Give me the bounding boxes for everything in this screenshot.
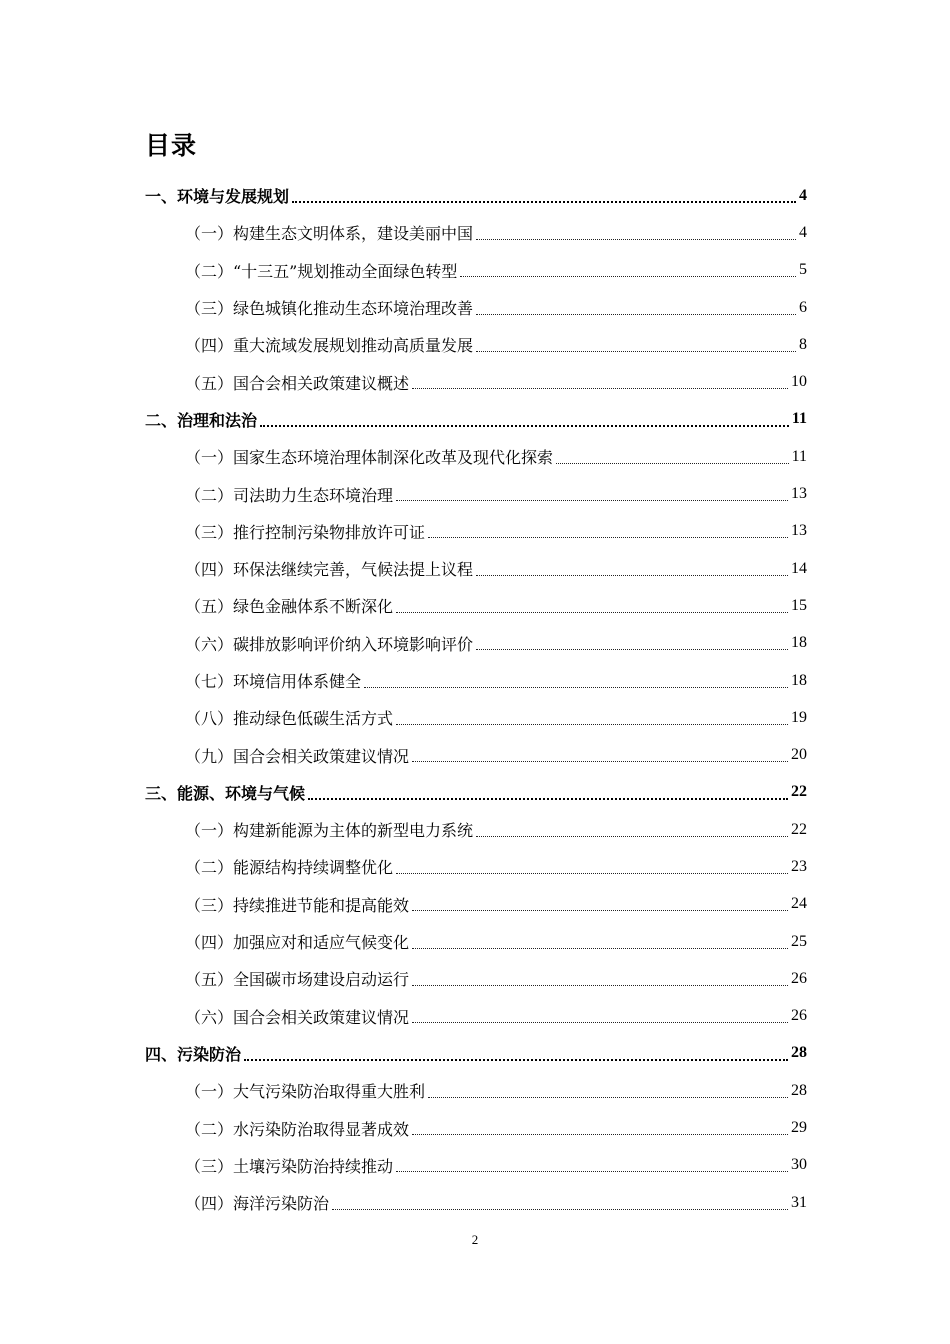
toc-entry-page: 22 — [791, 783, 807, 801]
dot-leader — [428, 536, 788, 538]
dot-leader — [412, 387, 788, 389]
dot-leader — [260, 424, 789, 427]
toc-entry-page: 26 — [791, 1007, 807, 1025]
toc-subsection-entry[interactable] — [145, 326, 807, 363]
dot-leader — [476, 574, 788, 576]
toc-subsection-entry[interactable] — [145, 550, 807, 587]
toc-subsection-entry[interactable] — [145, 923, 807, 960]
dot-leader — [476, 648, 788, 650]
toc-entry-page: 31 — [791, 1193, 807, 1211]
page-title: 目录 — [145, 131, 198, 160]
toc-entry-title: （四）海洋污染防治 — [185, 1194, 330, 1214]
dot-leader — [396, 872, 788, 874]
table-of-contents — [145, 177, 807, 1221]
dot-leader — [292, 200, 796, 203]
dot-leader — [412, 947, 788, 949]
dot-leader — [396, 611, 788, 613]
dot-leader — [460, 275, 796, 277]
toc-entry-page: 11 — [791, 447, 807, 465]
dot-leader — [412, 909, 788, 911]
toc-subsection-entry[interactable] — [145, 848, 807, 885]
toc-entry-title: （三）绿色城镇化推动生态环境治理改善 — [185, 299, 474, 319]
toc-subsection-entry[interactable] — [145, 438, 807, 475]
toc-entry-title: 一、环境与发展规划 — [145, 187, 290, 207]
toc-entry-page: 5 — [799, 261, 807, 279]
toc-entry-title: （五）国合会相关政策建议概述 — [185, 373, 410, 393]
dot-leader — [332, 1208, 788, 1210]
toc-subsection-entry[interactable] — [145, 289, 807, 326]
dot-leader — [476, 350, 796, 352]
toc-entry-title: （四）环保法继续完善，气候法提上议程 — [185, 560, 474, 580]
toc-subsection-entry[interactable] — [145, 960, 807, 997]
toc-entry-page: 4 — [799, 186, 807, 204]
toc-entry-title: 四、污染防治 — [145, 1044, 242, 1064]
toc-entry-page: 18 — [791, 634, 807, 652]
toc-entry-title: （一）大气污染防治取得重大胜利 — [185, 1082, 426, 1102]
dot-leader — [476, 238, 796, 240]
toc-subsection-entry[interactable] — [145, 475, 807, 512]
toc-subsection-entry[interactable] — [145, 214, 807, 251]
toc-subsection-entry[interactable] — [145, 513, 807, 550]
toc-entry-page: 18 — [791, 671, 807, 689]
toc-section-entry[interactable] — [145, 774, 807, 811]
toc-entry-title: （九）国合会相关政策建议情况 — [185, 746, 410, 766]
toc-subsection-entry[interactable] — [145, 1147, 807, 1184]
toc-subsection-entry[interactable] — [145, 252, 807, 289]
toc-subsection-entry[interactable] — [145, 587, 807, 624]
toc-entry-title: （四）重大流域发展规划推动高质量发展 — [185, 336, 474, 356]
dot-leader — [556, 462, 789, 464]
toc-entry-page: 6 — [799, 298, 807, 316]
toc-entry-title: 二、治理和法治 — [145, 410, 258, 430]
toc-subsection-entry[interactable] — [145, 363, 807, 400]
toc-section-entry[interactable] — [145, 177, 807, 214]
toc-subsection-entry[interactable] — [145, 1109, 807, 1146]
toc-subsection-entry[interactable] — [145, 699, 807, 736]
dot-leader — [396, 723, 788, 725]
dot-leader — [412, 1133, 788, 1135]
toc-subsection-entry[interactable] — [145, 1184, 807, 1221]
toc-entry-page: 19 — [791, 708, 807, 726]
toc-entry-title: （六）碳排放影响评价纳入环境影响评价 — [185, 634, 474, 654]
dot-leader — [244, 1058, 788, 1061]
toc-entry-page: 10 — [791, 373, 807, 391]
dot-leader — [476, 313, 796, 315]
dot-leader — [476, 835, 788, 837]
toc-subsection-entry[interactable] — [145, 811, 807, 848]
toc-subsection-entry[interactable] — [145, 625, 807, 662]
toc-entry-page: 20 — [791, 746, 807, 764]
toc-entry-title: （八）推动绿色低碳生活方式 — [185, 709, 394, 729]
toc-entry-page: 22 — [791, 820, 807, 838]
toc-entry-title: （二）“十三五”规划推动全面绿色转型 — [185, 261, 458, 281]
dot-leader — [396, 499, 788, 501]
toc-entry-page: 13 — [791, 485, 807, 503]
toc-subsection-entry[interactable] — [145, 736, 807, 773]
toc-entry-page: 14 — [791, 559, 807, 577]
toc-subsection-entry[interactable] — [145, 1072, 807, 1109]
toc-entry-title: 三、能源、环境与气候 — [145, 783, 306, 803]
toc-entry-title: （五）绿色金融体系不断深化 — [185, 597, 394, 617]
page-number: 2 — [471, 1232, 479, 1247]
toc-subsection-entry[interactable] — [145, 998, 807, 1035]
toc-entry-page: 25 — [791, 932, 807, 950]
dot-leader — [412, 1021, 788, 1023]
toc-entry-page: 15 — [791, 596, 807, 614]
toc-entry-page: 30 — [791, 1156, 807, 1174]
toc-entry-title: （二）能源结构持续调整优化 — [185, 858, 394, 878]
toc-entry-page: 26 — [791, 969, 807, 987]
toc-entry-title: （六）国合会相关政策建议情况 — [185, 1007, 410, 1027]
toc-entry-title: （一）国家生态环境治理体制深化改革及现代化探索 — [185, 448, 554, 468]
toc-entry-title: （一）构建生态文明体系，建设美丽中国 — [185, 224, 474, 244]
toc-entry-title: （三）土壤污染防治持续推动 — [185, 1156, 394, 1176]
toc-section-entry[interactable] — [145, 401, 807, 438]
toc-entry-page: 28 — [791, 1081, 807, 1099]
toc-subsection-entry[interactable] — [145, 886, 807, 923]
toc-entry-title: （七）环境信用体系健全 — [185, 672, 362, 691]
toc-entry-title: （四）加强应对和适应气候变化 — [185, 933, 410, 953]
toc-entry-page: 29 — [791, 1119, 807, 1137]
toc-entry-title: （二）水污染防治取得显著成效 — [185, 1119, 410, 1139]
toc-entry-page: 4 — [799, 223, 807, 241]
dot-leader — [396, 1170, 788, 1172]
toc-entry-page: 28 — [791, 1044, 807, 1062]
toc-entry-page: 8 — [799, 335, 807, 353]
toc-entry-title: （二）司法助力生态环境治理 — [185, 485, 394, 505]
dot-leader — [412, 984, 788, 986]
toc-entry-page: 24 — [791, 895, 807, 913]
toc-entry-title: （三）推行控制污染物排放许可证 — [185, 522, 426, 542]
dot-leader — [364, 686, 788, 688]
dot-leader — [308, 797, 788, 800]
toc-section-entry[interactable] — [145, 1035, 807, 1072]
toc-entry-page: 11 — [791, 410, 807, 428]
dot-leader — [428, 1096, 788, 1098]
toc-entry-page: 23 — [791, 857, 807, 875]
toc-entry-title: （五）全国碳市场建设启动运行 — [185, 970, 410, 990]
toc-subsection-entry[interactable] — [145, 662, 807, 699]
dot-leader — [412, 760, 788, 762]
toc-entry-title: （一）构建新能源为主体的新型电力系统 — [185, 821, 474, 841]
toc-entry-page: 13 — [791, 522, 807, 540]
toc-entry-title: （三）持续推进节能和提高能效 — [185, 895, 410, 915]
